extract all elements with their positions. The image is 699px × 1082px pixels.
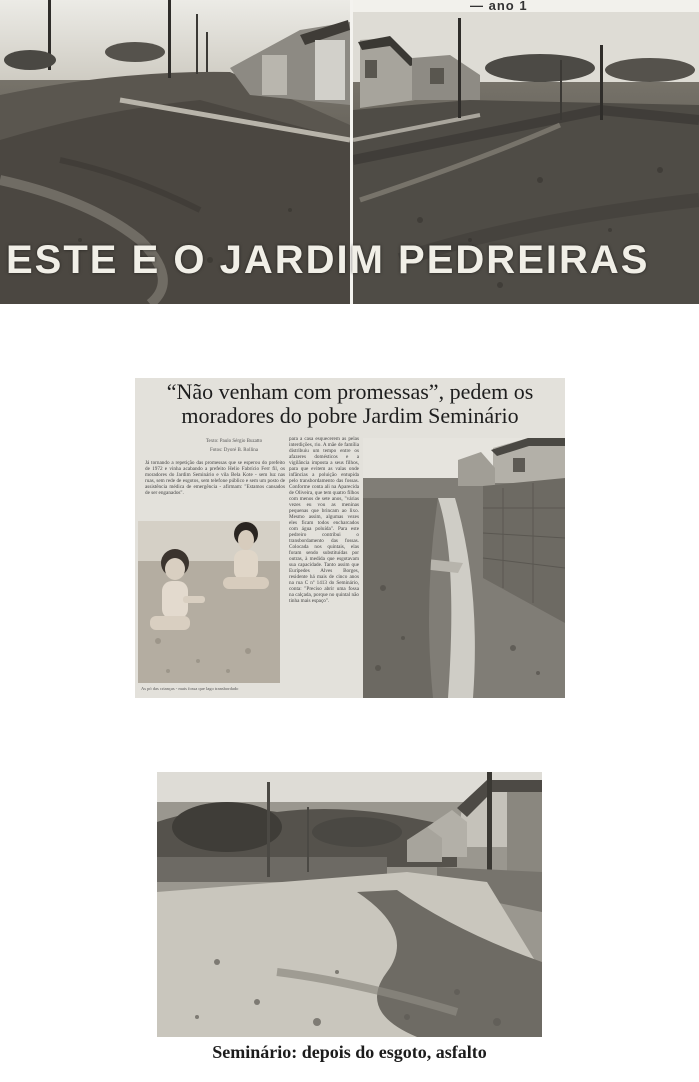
seminario-street-photo (157, 772, 542, 1037)
seminario-street-scene (157, 772, 542, 1037)
children-photo-caption: As pó das crianças - mais fossa que lago transbordado (141, 686, 239, 691)
banner-photo-panel (0, 0, 699, 304)
street-ditch-scene (363, 438, 565, 698)
children-photo-scene (138, 521, 280, 683)
article-headline: “Não venham com promessas”, pedem os moradores do pobre Jardim Seminário (166, 379, 534, 428)
article-column-1: Já tornando a repetição das promessas que se esperou do prefeito de 1972 e vinha acabando a prefeito Helio Fabrício Ferr fil, os moradores do Jardim Seminário e vila Bela Kote - sem luz nas ruas, sem rede de esgotos, sem telefone público e sem um posto de assistência médica de emergência - afirmam: "Estamos cansados de ser enganados". (145, 460, 285, 496)
article-credit-photos: Fotos: Dyoré B. Rollina (209, 448, 259, 453)
article-credit-text: Texto: Paulo Sérgio Buzatto (205, 439, 263, 444)
article-column-2: para a casa esquecerem as pelas interdições, rio. A mãe de família distribuiu um tempo entre os afazeres domésticos e a vigilância imposta a seus filhos, para que evitem as valas onde infâncias a poluição entupida pelo transbordamento das fossas. Conforme conta ali na Aparecida de Oliveira, que tem quatro filhos com menos de sete anos, "várias vezes eu vou as meninas pequenas que brincam ao lixo. Mesmo assim, algumas vezes eles ficam todos encharcados com água poluída". Para este pedreiro contribui o transbordamento das fossas. Colocada nos quintais, elas foram sendo substituídas por outras, à medida que esgotavam sua capacidade. Tanto assim que Eurípedes Alves Borges, residente há mais de cinco anos na rua C nº 1413 do Seminário, conta: "Preciso abrir uma fossa na calçada, porque no quintal não tinha mais espaço". (289, 436, 359, 604)
children-photo (138, 521, 280, 683)
bottom-photo-caption: Seminário: depois do esgoto, asfalto (212, 1042, 487, 1062)
banner-headline: ESTE E O JARDIM PEDREIRAS (6, 238, 650, 282)
article-clipping (135, 378, 565, 698)
street-ditch-photo (363, 438, 565, 698)
bottom-photo-panel (157, 772, 542, 1082)
banner-top-strip-text: — ano 1 (470, 0, 528, 13)
